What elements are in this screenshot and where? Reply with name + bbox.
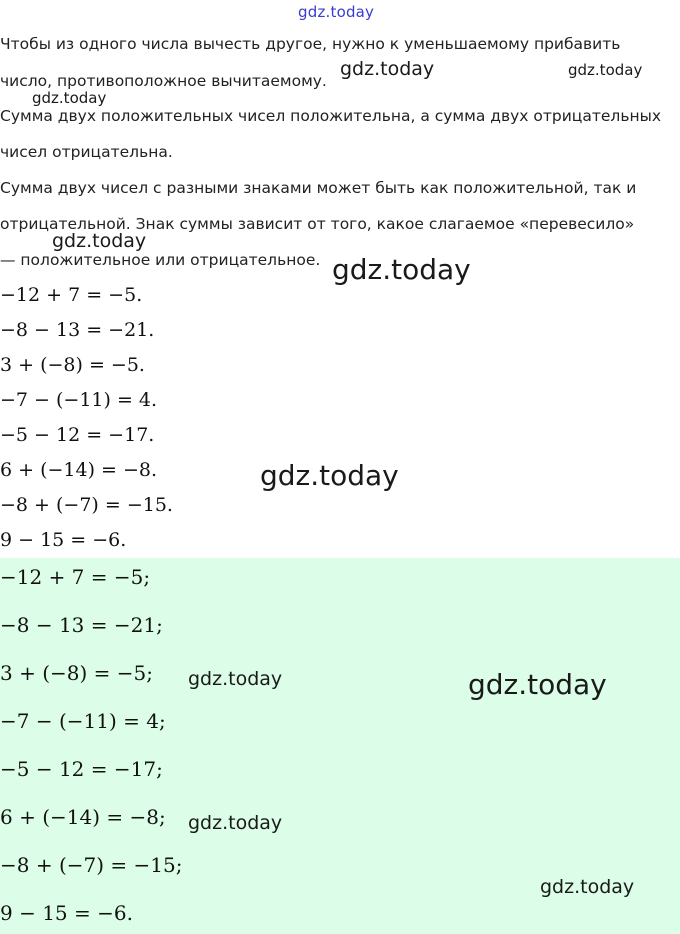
- equation-3: 3 + (−8) = −5.: [0, 354, 145, 376]
- rule-line-4: чисел отрицательна.: [0, 143, 173, 161]
- answer-equation-3: 3 + (−8) = −5;: [0, 661, 153, 685]
- answer-equation-2: −8 − 13 = −21;: [0, 613, 163, 637]
- answer-equation-6: 6 + (−14) = −8;: [0, 805, 166, 829]
- watermark: gdz.today: [32, 89, 107, 107]
- rule-line-5: Сумма двух чисел с разными знаками может быть как положительной, так и: [0, 179, 637, 197]
- answer-equation-7: −8 + (−7) = −15;: [0, 853, 183, 877]
- answer-equation-4: −7 − (−11) = 4;: [0, 709, 166, 733]
- watermark: gdz.today: [332, 253, 471, 286]
- equation-8: 9 − 15 = −6.: [0, 529, 127, 551]
- answer-equation-1: −12 + 7 = −5;: [0, 565, 151, 589]
- site-watermark-header: gdz.today: [298, 3, 375, 21]
- equation-4: −7 − (−11) = 4.: [0, 389, 158, 411]
- watermark: gdz.today: [188, 668, 283, 690]
- watermark: gdz.today: [540, 876, 635, 898]
- answer-equation-5: −5 − 12 = −17;: [0, 757, 163, 781]
- watermark: gdz.today: [52, 230, 147, 252]
- equation-6: 6 + (−14) = −8.: [0, 459, 158, 481]
- equation-2: −8 − 13 = −21.: [0, 319, 155, 341]
- rule-line-3: Сумма двух положительных чисел положительна, а сумма двух отрицательных: [0, 107, 661, 125]
- rule-line-6: отрицательной. Знак суммы зависит от того, какое слагаемое «перевесило»: [0, 215, 635, 233]
- rule-line-7: — положительное или отрицательное.: [0, 251, 321, 269]
- watermark: gdz.today: [260, 459, 399, 492]
- rule-line-2: число, противоположное вычитаемому.: [0, 72, 327, 90]
- equation-7: −8 + (−7) = −15.: [0, 494, 173, 516]
- watermark: gdz.today: [188, 812, 283, 834]
- watermark: gdz.today: [340, 58, 435, 80]
- equation-1: −12 + 7 = −5.: [0, 284, 143, 306]
- rule-line-1: Чтобы из одного числа вычесть другое, нужно к уменьшаемому прибавить: [0, 35, 621, 53]
- equation-5: −5 − 12 = −17.: [0, 424, 155, 446]
- answer-equation-8: 9 − 15 = −6.: [0, 901, 133, 925]
- watermark: gdz.today: [468, 668, 607, 701]
- watermark: gdz.today: [568, 61, 643, 79]
